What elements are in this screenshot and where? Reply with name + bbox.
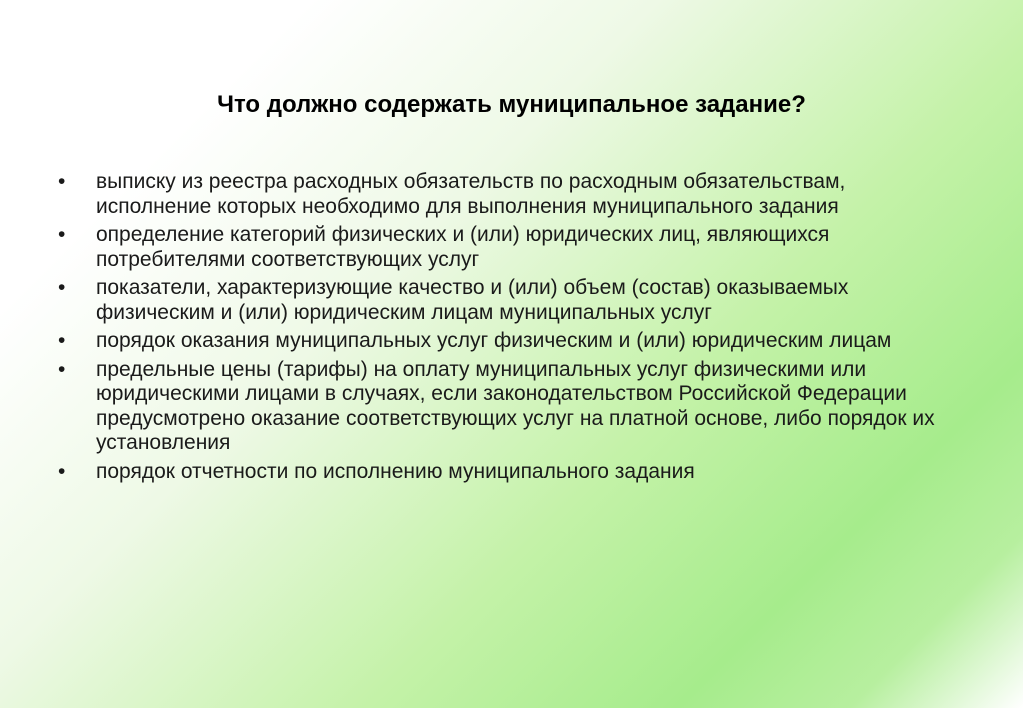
bullet-dot-icon: • xyxy=(58,170,66,193)
bullet-dot-icon: • xyxy=(58,329,66,352)
bullet-text: порядок отчетности по исполнению муниципального задания xyxy=(96,459,695,483)
bullet-item xyxy=(54,460,954,485)
bullet-dot-icon: • xyxy=(58,459,66,483)
bullet-item xyxy=(54,276,954,325)
bullet-item xyxy=(54,223,954,272)
bullet-item xyxy=(54,170,954,219)
bullet-text: показатели, характеризующие качество и (или) объем (состав) оказываемых физическим и (или) юридическим лицам муниципальных услуг xyxy=(96,276,849,324)
slide-title: Что должно содержать муниципальное задание? xyxy=(217,91,806,119)
bullet-text: определение категорий физических и (или) юридических лиц, являющихся потребителями соответствующих услуг xyxy=(96,223,830,271)
bullet-text: выписку из реестра расходных обязательств по расходным обязательствам, исполнение которых необходимо для выполнения муниципального задания xyxy=(96,170,846,218)
bullet-list xyxy=(54,170,954,488)
bullet-dot-icon: • xyxy=(58,276,66,299)
bullet-item xyxy=(54,358,954,456)
bullet-text: порядок оказания муниципальных услуг физическим и (или) юридическим лицам xyxy=(96,329,892,352)
bullet-text: предельные цены (тарифы) на оплату муниципальных услуг физическими или юридическими лицами в случаях, если законодательством Российской Федерации предусмотрено оказание соответствующих услуг на платной основе, либо порядок их установления xyxy=(96,357,935,454)
bullet-dot-icon: • xyxy=(58,223,66,246)
bullet-item xyxy=(54,329,954,354)
bullet-dot-icon: • xyxy=(58,357,66,381)
